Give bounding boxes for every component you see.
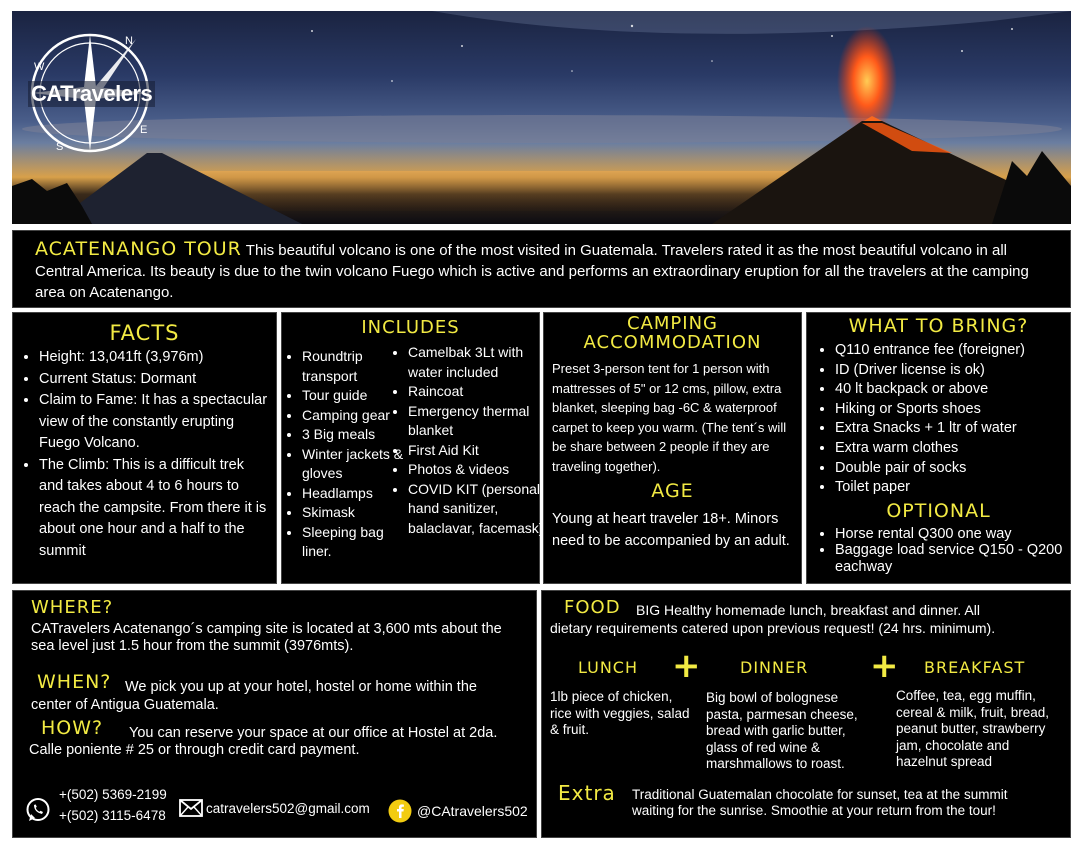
- includes-item: • Raincoat: [408, 382, 548, 402]
- camping-panel: [543, 312, 802, 584]
- includes-item: • 3 Big meals: [302, 425, 410, 445]
- when-text-line2: center of Antigua Guatemala.: [31, 697, 219, 713]
- includes-list-right: [392, 343, 548, 538]
- extra-text-line1: Traditional Guatemalan chocolate for sunset, tea at the summit: [632, 787, 1008, 802]
- includes-item: • Tour guide: [302, 386, 410, 406]
- optional-list: [813, 526, 1064, 576]
- logistics-panel: [12, 590, 537, 838]
- includes-item: • Camping gear: [302, 406, 410, 426]
- includes-item: • Winter jackets & gloves: [302, 445, 410, 484]
- includes-item: • COVID KIT (personal hand sanitizer, balaclavar, facemask): [408, 480, 548, 539]
- bring-title: WHAT TO BRING?: [848, 315, 1029, 337]
- volcano-illustration: [12, 11, 1071, 224]
- plus-icon: +: [672, 646, 702, 686]
- includes-item: • Camelbak 3Lt with water included: [408, 343, 548, 382]
- bring-item: • Extra Snacks + 1 ltr of water: [835, 419, 1064, 439]
- bring-item: • 40 lt backpack or above: [835, 380, 1064, 400]
- intro-title: ACATENANGO TOUR: [35, 238, 242, 260]
- where-text: CATravelers Acatenango´s camping site is located at 3,600 mts about the sea level just 1.5 hour from the summit (3976mts).: [31, 621, 502, 654]
- includes-item: • Skimask: [302, 503, 410, 523]
- age-title: AGE: [651, 480, 694, 502]
- facebook-icon[interactable]: [388, 799, 412, 823]
- compass-letter-n: N: [125, 35, 133, 47]
- whatsapp-icon[interactable]: [25, 797, 51, 823]
- includes-item: • Sleeping bag liner.: [302, 523, 410, 562]
- facebook-handle[interactable]: @CAtravelers502: [417, 803, 528, 819]
- logo-text: CATravelers: [28, 81, 155, 107]
- bring-list: [813, 341, 1064, 498]
- facts-list: [21, 347, 268, 562]
- compass-letter-e: E: [140, 124, 148, 136]
- breakfast-title: BREAKFAST: [924, 658, 1026, 677]
- camping-text: Preset 3-person tent for 1 person with mattresses of 5" or 12 cms, pillow, extra blanket, sleeping bag -6C & waterproof carpet to keep you warm. (The tent´s will be share between 2 people if they are traveling together).: [552, 361, 787, 474]
- how-text-line1: You can reserve your space at our office at Hostel at 2da.: [129, 725, 498, 741]
- lunch-text: 1lb piece of chicken, rice with veggies, salad & fruit.: [550, 689, 690, 737]
- age-text: Young at heart traveler 18+. Minors need to be accompanied by an adult.: [552, 511, 790, 549]
- bring-item: • Extra warm clothes: [835, 439, 1064, 459]
- compass-letter-w: W: [34, 61, 45, 73]
- hero-volcano-image: [12, 11, 1071, 224]
- facts-item: • Current Status: Dormant: [39, 369, 268, 391]
- intro-text: This beautiful volcano is one of the most visited in Guatemala. Travelers rated it as the most beautiful volcano in all Central America. Its beauty is due to the twin volcano Fuego which is active and performs an extraordinary eruption for all the travelers at the camping area on Acatenango.: [35, 242, 1029, 301]
- includes-item: • First Aid Kit: [408, 441, 548, 461]
- extra-text-line2: waiting for the sunrise. Smoothie at your return from the tour!: [632, 803, 996, 818]
- camping-title-line1: CAMPING: [627, 313, 718, 334]
- bring-panel: [806, 312, 1071, 584]
- intro-panel: [12, 230, 1071, 308]
- compass-letter-s: S: [56, 141, 64, 153]
- facts-title: FACTS: [109, 321, 180, 345]
- phone-number-1[interactable]: +(502) 5369-2199: [59, 787, 167, 802]
- how-title: HOW?: [41, 717, 104, 739]
- when-title: WHEN?: [37, 671, 112, 693]
- includes-item: • Headlamps: [302, 484, 410, 504]
- optional-item: • Horse rental Q300 one way: [835, 526, 1064, 543]
- facts-item: • Claim to Fame: It has a spectacular view of the constantly erupting Fuego Volcano.: [39, 390, 268, 455]
- camping-title-line2: ACCOMMODATION: [583, 332, 762, 353]
- food-panel: [541, 590, 1071, 838]
- bring-item: • ID (Driver license is ok): [835, 361, 1064, 381]
- bring-item: • Toilet paper: [835, 478, 1064, 498]
- brand-logo: [26, 29, 154, 157]
- facts-item: • The Climb: This is a difficult trek and takes about 4 to 6 hours to reach the campsite. From there it is about one hour and a half to the summit: [39, 455, 268, 563]
- facts-item: • Height: 13,041ft (3,976m): [39, 347, 268, 369]
- includes-panel: [281, 312, 544, 584]
- food-title: FOOD: [564, 597, 621, 618]
- lunch-title: LUNCH: [578, 658, 638, 677]
- facts-panel: [12, 312, 277, 584]
- when-text-line1: We pick you up at your hotel, hostel or home within the: [125, 679, 477, 695]
- bring-item: • Hiking or Sports shoes: [835, 400, 1064, 420]
- includes-item: • Roundtrip transport: [302, 347, 410, 386]
- includes-title: INCLUDES: [361, 317, 460, 338]
- optional-item: • Baggage load service Q150 - Q200 eachway: [835, 542, 1064, 575]
- optional-title: OPTIONAL: [886, 499, 991, 522]
- how-text-line2: Calle poniente # 25 or through credit card payment.: [29, 742, 360, 758]
- food-text-line1: BIG Healthy homemade lunch, breakfast and dinner. All: [636, 602, 980, 618]
- where-title: WHERE?: [31, 597, 114, 618]
- dinner-text: Big bowl of bolognese pasta, parmesan cheese, bread with garlic butter, glass of red wine & marshmallows to roast.: [706, 690, 858, 771]
- email-address[interactable]: catravelers502@gmail.com: [206, 801, 370, 816]
- food-text-line2: dietary requirements catered upon previous request! (24 hrs. minimum).: [550, 620, 996, 636]
- plus-icon: +: [870, 646, 900, 686]
- email-icon[interactable]: [179, 799, 203, 817]
- breakfast-text: Coffee, tea, egg muffin, cereal & milk, fruit, bread, peanut butter, strawberry jam, chocolate and hazelnut spread: [896, 688, 1050, 769]
- bring-item: • Q110 entrance fee (foreigner): [835, 341, 1064, 361]
- extra-title: Extra: [558, 781, 616, 805]
- phone-number-2[interactable]: +(502) 3115-6478: [59, 808, 166, 823]
- dinner-title: DINNER: [740, 658, 809, 677]
- includes-item: • Emergency thermal blanket: [408, 402, 548, 441]
- includes-item: • Photos & videos: [408, 460, 548, 480]
- bring-item: • Double pair of socks: [835, 459, 1064, 479]
